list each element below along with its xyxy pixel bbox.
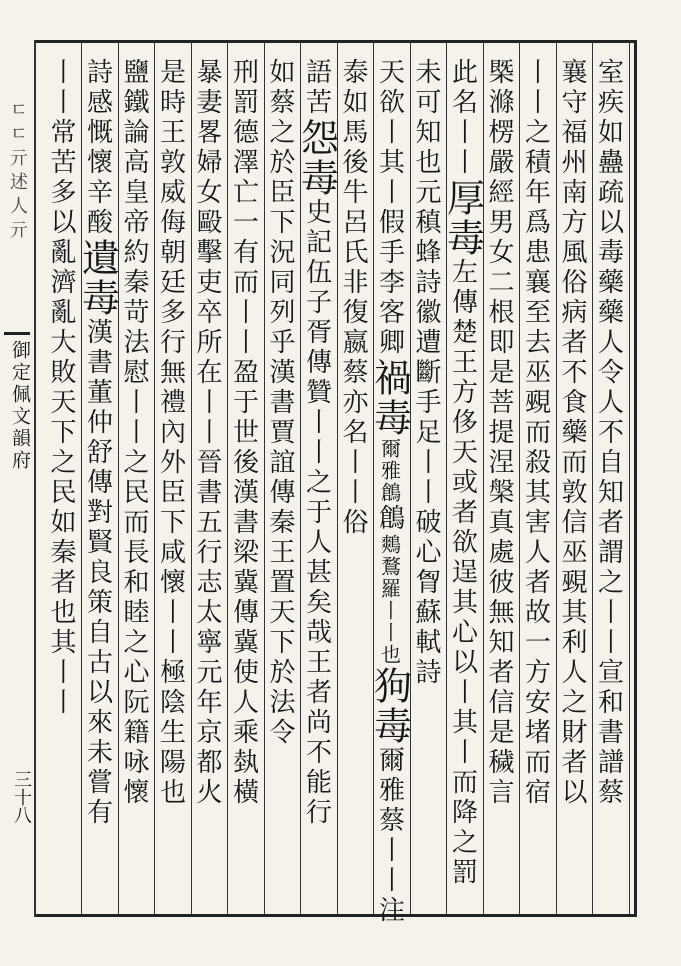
column-text: 詩感慨懷辛酸 bbox=[82, 58, 113, 238]
text-column bbox=[294, 58, 339, 908]
entry-heading: 遺毒 bbox=[75, 238, 120, 318]
spine-divider bbox=[4, 332, 30, 335]
text-column bbox=[411, 58, 445, 908]
column-text: 暴妻畧婦女毆擊吏卒所在丨丨晉書五行志太寧元年京都火 bbox=[192, 58, 222, 808]
column-rule bbox=[264, 42, 265, 914]
text-column bbox=[46, 58, 80, 908]
column-text: 左傳楚王方侈天或者欲逞其心以丨其丨而降之罰 bbox=[447, 258, 478, 888]
column-rule bbox=[118, 42, 119, 914]
column-rule bbox=[556, 42, 557, 914]
column-rule bbox=[519, 42, 520, 914]
text-column bbox=[594, 58, 628, 908]
column-text: 未可知也元稹蜂詩徽遭斷手足丨丨破心胷蘇軾詩 bbox=[411, 58, 441, 688]
spine-marks: ㄷㄷ亓述人亓 bbox=[7, 100, 28, 244]
column-rule bbox=[410, 42, 411, 914]
column-text: 丨丨之積年爲患襄至去巫覡而殺其害人者故一方安堵而宿 bbox=[520, 58, 551, 808]
entry-heading: 狗毒 bbox=[367, 666, 412, 746]
column-text: 語苦 bbox=[301, 58, 332, 118]
column-text: 蔡亦名丨丨俗 bbox=[338, 358, 368, 538]
column-rule bbox=[300, 42, 301, 914]
column-rule bbox=[81, 42, 82, 914]
column-text: 槩滌楞嚴經男女二根即是菩提涅槃真處彼無知者信是穢言 bbox=[484, 58, 514, 808]
text-column bbox=[557, 58, 591, 908]
folio-number: 三十八 bbox=[11, 770, 32, 824]
column-text: 是時王敦威侮朝廷多行無禮內外臣下咸懷丨丨極陰生陽也 bbox=[155, 58, 186, 808]
bottom-frame-rule bbox=[36, 914, 635, 917]
text-column bbox=[192, 58, 226, 908]
column-rule bbox=[191, 42, 192, 914]
column-text: 漢書董仲舒傳對賢良策自古以來未嘗有 bbox=[82, 318, 113, 828]
text-column bbox=[440, 58, 485, 908]
column-rule bbox=[446, 42, 447, 914]
column-rule bbox=[483, 42, 484, 914]
column-text: 丨丨常苦多 bbox=[46, 58, 76, 208]
column-text: 爾雅鶬 bbox=[377, 438, 402, 504]
text-column bbox=[367, 58, 412, 926]
text-column bbox=[156, 58, 190, 908]
column-text: 襄守福州南方風俗病者不食藥而敦信巫覡其利人之財者以 bbox=[557, 58, 587, 808]
column-text: 鹽鐵論高皇帝約秦苛法慰丨丨之民而長和睦之心阮籍咏懷 bbox=[119, 58, 149, 808]
column-text: 如蔡 bbox=[265, 58, 295, 118]
column-text: 刑罰德澤亡一有而丨丨盈于世後漢書梁冀傳冀使人乘埶橫 bbox=[228, 58, 259, 808]
text-column bbox=[521, 58, 555, 908]
column-text: 史記伍子胥傳贊丨丨之于人甚矣哉王者尚不能行 bbox=[301, 198, 332, 828]
column-text: 鷞鶩羅丨丨也 bbox=[377, 534, 402, 666]
column-text: 天欲丨其丨假手李客卿 bbox=[374, 58, 405, 358]
column-rule bbox=[373, 42, 374, 914]
column-text: 室疾如蠱疏以毒藥藥人令人不自知者謂之丨丨宣和書譜蔡 bbox=[593, 58, 624, 808]
page-spine bbox=[0, 40, 36, 917]
column-text: 之於臣下況同列乎漢書賈誼傳秦王置天下於法令 bbox=[265, 118, 295, 748]
entry-heading: 禍毒 bbox=[367, 358, 412, 438]
column-text: 鶬 bbox=[374, 504, 405, 534]
column-rule bbox=[592, 42, 593, 914]
column-rule bbox=[227, 42, 228, 914]
column-text: 以亂濟亂大敗天下之民如秦者也其丨丨 bbox=[46, 208, 76, 718]
entry-heading: 厚毒 bbox=[440, 178, 485, 258]
column-rule bbox=[154, 42, 155, 914]
column-rule bbox=[629, 42, 630, 914]
text-column bbox=[119, 58, 153, 908]
text-column bbox=[338, 58, 372, 908]
text-column bbox=[265, 58, 299, 908]
right-frame-rule bbox=[634, 40, 637, 917]
text-column bbox=[75, 58, 120, 908]
column-text: 此名丨丨 bbox=[447, 58, 478, 178]
column-text: 爾雅蔡丨丨注 bbox=[374, 746, 405, 926]
text-column bbox=[484, 58, 518, 908]
entry-heading: 怨毒 bbox=[294, 118, 339, 198]
text-column bbox=[229, 58, 263, 908]
column-text: 泰如馬後牛呂氏非復嬴 bbox=[338, 58, 368, 358]
book-title: 御定佩文韻府 bbox=[9, 340, 31, 472]
top-frame-rule bbox=[36, 40, 635, 43]
